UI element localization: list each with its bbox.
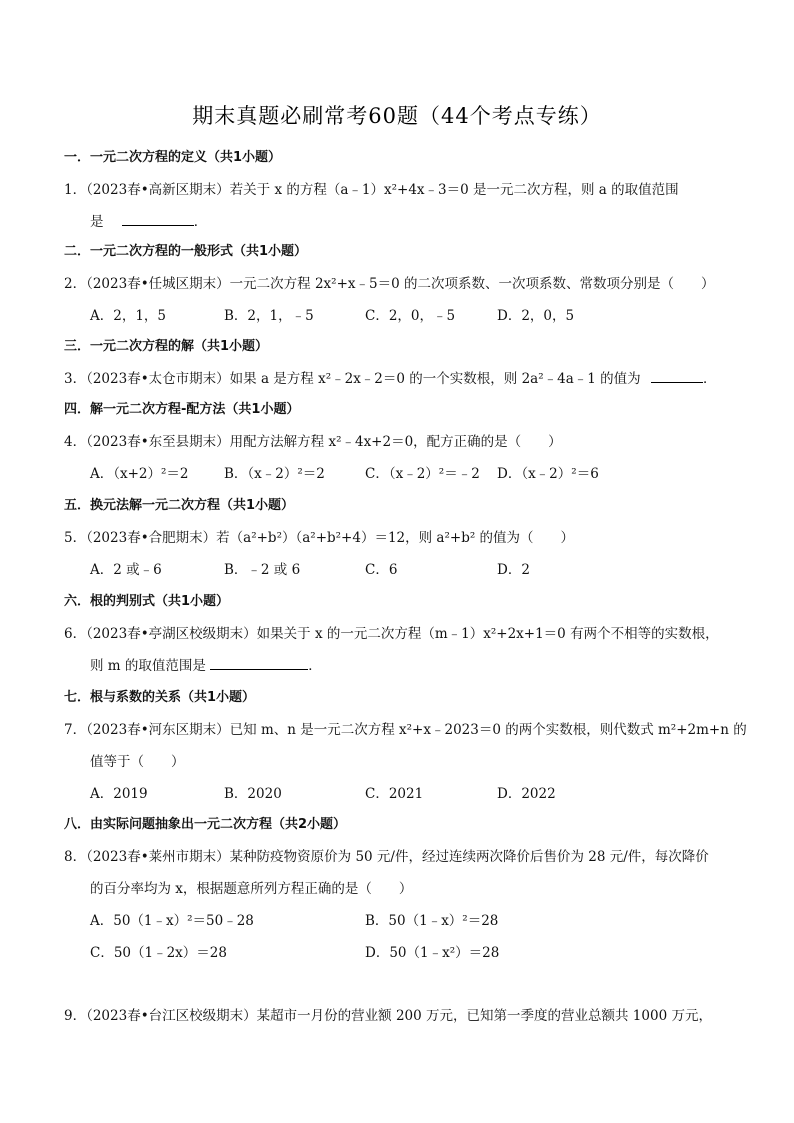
question-1-prefix: 是: [90, 214, 104, 230]
answer-blank-3[interactable]: [651, 368, 703, 383]
question-2-option-a[interactable]: A．2，1，5: [90, 308, 167, 324]
question-8-line-2: 的百分率均为 x，根据题意所列方程正确的是（ ）: [90, 881, 413, 897]
question-4-option-b[interactable]: B．（x﹣2）²＝2: [224, 466, 325, 482]
question-5-option-c[interactable]: C．6: [365, 562, 398, 578]
answer-blank-6[interactable]: [210, 655, 308, 670]
question-7-line-2: 值等于（ ）: [90, 754, 185, 770]
question-7-line-1: 7．（2023春•河东区期末）已知 m、n 是一元二次方程 x²+x﹣2023＝0 的两个实数根，则代数式 m²+2m+n 的: [64, 722, 747, 738]
question-8-option-c[interactable]: C．50（1﹣2x）＝28: [90, 945, 227, 961]
question-7-option-b[interactable]: B．2020: [224, 786, 282, 802]
question-9-line-1: 9．（2023春•台江区校级期末）某超市一月份的营业额 200 万元，已知第一季度的营业总额共 1000 万元，: [64, 1008, 712, 1024]
section-heading-8: 八．由实际问题抽象出一元二次方程（共2小题）: [64, 817, 347, 832]
question-8-option-a[interactable]: A．50（1﹣x）²＝50﹣28: [90, 913, 254, 929]
question-6-suffix: ．: [308, 658, 322, 674]
section-heading-5: 五．换元法解一元二次方程（共1小题）: [64, 498, 295, 513]
section-heading-2: 二．一元二次方程的一般形式（共1小题）: [64, 244, 308, 259]
question-8-line-1: 8．（2023春•莱州市期末）某种防疫物资原价为 50 元/件，经过连续两次降价后售价为 28 元/件，每次降价: [64, 849, 709, 865]
question-8-option-b[interactable]: B．50（1﹣x）²＝28: [365, 913, 499, 929]
question-5-option-b[interactable]: B．﹣2 或 6: [224, 562, 301, 578]
question-7-option-d[interactable]: D．2022: [497, 786, 556, 802]
question-6-line-2: [90, 654, 322, 674]
question-6-prefix: 则 m 的取值范围是: [90, 658, 206, 674]
section-heading-6: 六．根的判别式（共1小题）: [64, 594, 230, 609]
question-7-option-a[interactable]: A．2019: [90, 786, 148, 802]
question-6-line-1: 6．（2023春•亭湖区校级期末）如果关于 x 的一元二次方程（m﹣1）x²+2x+1＝0 有两个不相等的实数根，: [64, 626, 719, 642]
page-title: 期末真题必刷常考60题（44个考点专练）: [192, 104, 602, 128]
question-4-option-d[interactable]: D．（x﹣2）²＝6: [497, 466, 599, 482]
section-heading-4: 四．解一元二次方程-配方法（共1小题）: [64, 402, 300, 417]
question-1-line-1: 1．（2023春•高新区期末）若关于 x 的方程（a﹣1）x²+4x﹣3＝0 是一元二次方程，则 a 的取值范围: [64, 182, 679, 198]
question-1-suffix: ．: [193, 214, 208, 230]
question-5-option-a[interactable]: A．2 或﹣6: [90, 562, 162, 578]
question-3-line-1: [64, 367, 716, 387]
question-4-option-a[interactable]: A．（x+2）²＝2: [90, 466, 189, 482]
answer-blank-1[interactable]: [122, 211, 194, 226]
question-2-option-b[interactable]: B．2，1，﹣5: [224, 308, 314, 324]
question-5-option-d[interactable]: D．2: [497, 562, 530, 578]
question-1-line-2: [90, 210, 207, 230]
question-4-line-1: 4．（2023春•东至县期末）用配方法解方程 x²﹣4x+2＝0，配方正确的是（ ）: [64, 434, 562, 450]
question-4-option-c[interactable]: C．（x﹣2）²＝﹣2: [365, 466, 480, 482]
question-2-line-1: 2．（2023春•任城区期末）一元二次方程 2x²+x﹣5＝0 的二次项系数、一次项系数、常数项分别是（ ）: [64, 276, 715, 292]
question-3-text: 3．（2023春•太仓市期末）如果 a 是方程 x²﹣2x﹣2＝0 的一个实数根，则 2a²﹣4a﹣1 的值为: [64, 371, 641, 387]
question-3-suffix: ．: [702, 371, 717, 387]
question-2-option-d[interactable]: D．2，0，5: [497, 308, 575, 324]
question-2-option-c[interactable]: C．2，0，﹣5: [365, 308, 456, 324]
section-heading-3: 三．一元二次方程的解（共1小题）: [64, 339, 269, 354]
question-8-option-d[interactable]: D．50（1﹣x²）＝28: [365, 945, 500, 961]
section-heading-7: 七．根与系数的关系（共1小题）: [64, 690, 256, 705]
question-5-line-1: 5．（2023春•合肥期末）若（a²+b²）（a²+b²+4）＝12，则 a²+b² 的值为（ ）: [64, 530, 575, 546]
section-heading-1: 一．一元二次方程的定义（共1小题）: [64, 150, 282, 165]
question-7-option-c[interactable]: C．2021: [365, 786, 424, 802]
